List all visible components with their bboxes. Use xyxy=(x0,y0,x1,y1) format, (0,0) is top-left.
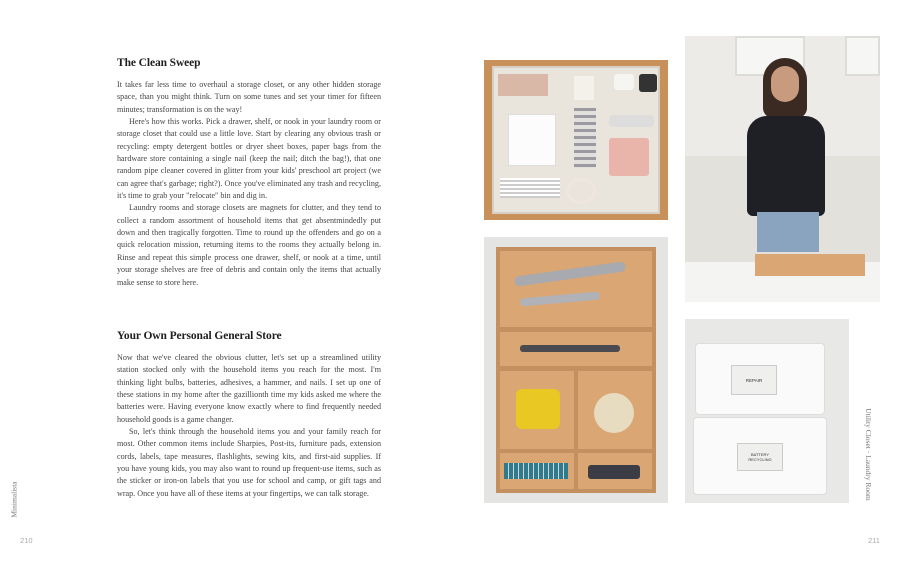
running-head-right: Utility Closet · Laundry Room xyxy=(863,408,873,501)
photo-drawer-organizer xyxy=(484,60,668,220)
photo-woman-organizing xyxy=(685,36,880,302)
paragraph: Now that we've cleared the obvious clutter, let's set up a streamlined utility station stocked only with the household items you reach for the most. I'm thinking light bulbs, batteries, adhesives, a hammer, and nails. I set up one of these stations in my home after the gazillionth time my kids asked me where the batteries were. Having everyone know exactly where to find frequently needed household goods is a game changer. xyxy=(117,353,381,424)
paragraph: So, let's think through the household items you and your family reach for most. Other common items include Sharpies, Post-its, furniture pads, extension cords, labels, tape measures, flashlights, sewing kits, and first-aid supplies. If you have young kids, you may also want to round up frequent-use items, such as the sticker or iron-on labels that you use for school and camp, or gift tags and wrap. Once you have all of these items at your fingertips, we can talk storage. xyxy=(117,427,381,498)
section-clean-sweep xyxy=(117,57,381,289)
page-number-left: 210 xyxy=(20,536,33,545)
paragraph: Here's how this works. Pick a drawer, shelf, or nook in your laundry room or storage closet that could use a little love. Start by clearing any obvious trash or recycling: empty detergent bottles or dryer sheet boxes, paper bags from the hardware store containing a single nail (keep the nail; ditch the bag!), that one random pipe cleaner covered in glitter from your kids' preschool art project (we can agree that's garbage; right?). Once you've eliminated any trash and recycling, it's time to grab your "relocate" bin and dig in. xyxy=(117,117,381,201)
basket-label-repair: REPAIR xyxy=(731,365,777,395)
paragraph: It takes far less time to overhaul a storage closet, or any other hidden storage space, than you might think. Turn on some tunes and set your timer for fifteen minutes; transformation is on the way! xyxy=(117,80,381,114)
paragraph: Laundry rooms and storage closets are magnets for clutter, and they tend to collect a random assortment of household items that get absentmindedly put down and then tragically forgotten. Time to round up the offenders and go on a quick relocation mission, returning items to the rooms they actually belong in. Rinse and repeat this simple process one drawer, shelf, or nook at a time, until your storage shelves are free of debris and contain only the items that actually make sense to store here. xyxy=(117,203,381,287)
running-head-left: Minimalista xyxy=(9,481,19,518)
section-heading: Your Own Personal General Store xyxy=(117,330,282,342)
section-heading: The Clean Sweep xyxy=(117,57,201,69)
photo-tool-drawer xyxy=(484,237,668,503)
photo-labeled-baskets xyxy=(685,319,849,503)
basket-label-battery-recycling: BATTERY RECYCLING xyxy=(737,443,783,471)
section-general-store xyxy=(117,330,381,500)
page-number-right: 211 xyxy=(868,536,880,545)
